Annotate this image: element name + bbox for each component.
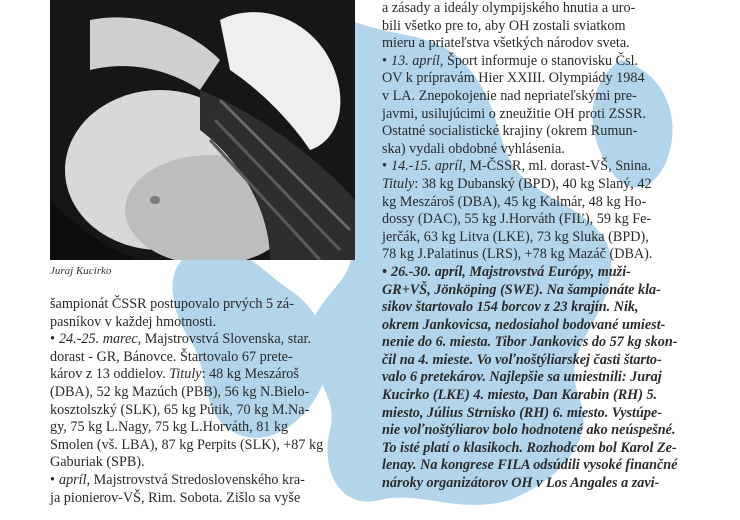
photo-illustration [50,0,355,260]
right-column [382,0,688,493]
entry-date: 13. apríl [390,52,440,69]
entry-text: , M-ČSSR, ml. dorast-VŠ, Snina. [462,158,652,175]
titles-label: Tituly [382,175,415,192]
bullet-icon: • [50,331,55,348]
photo-caption: Juraj Kucirko [50,265,112,277]
entry-14-15-april [382,158,688,264]
entry-text: , Šport informuje o stanovisku Čsl. OV k prípravám Hier XXIII. Olympiády 1984 v LA. Znepokojenie nad nepriateľskými pre- javmi, usilujúcimi o zneužitie OH proti ZSSR. Ostatné socialistické krajiny (okrem Rumun- ska) vydali obdobné vyhlásenia. [382,52,647,157]
left-column [50,296,360,507]
titles-label: Tituly [169,366,202,383]
bullet-icon: • [50,471,55,488]
entry-text: , Majstrovstvá Stredoslovenského kra- ja pionierov-VŠ, Rim. Sobota. Zišlo sa vyše [50,471,305,506]
entry-text: , Majstrovstvá Slovenska, star. dorast - GR, Bánovce. Štartovalo 67 prete- károv z 13 oddielov. [50,331,312,383]
entry-text: 26.-30. apríl, Majstrovstvá Európy, muži- GR+VŠ, Jönköping (SWE). Na šampionáte kla- sikov štartovalo 154 borcov z 23 krajín. Nik, okrem Jankovicsa, nedosiahol bodované umiest- nenie do 6. miesta. Tibor Jankovics do 57 kg skon- čil na 4. mieste. Vo voľnoštýliarskej časti štarto- valo 6 pretekárov. Najlepšie sa umiestnili: Juraj Kucirko (LKE) 4. miesto, Dan Karabin (RH) 5. miesto, Július Strnisko (RH) 6. miesto. Vystúpe- nie voľnoštýliarov bolo hodnotené ako neúspešné. To isté platí o klasikoch. Rozhodcom bol Karol Ze- lenay. Na kongrese FILA odsúdili vysoké finančné nároky organizátorov OH v Los Angales a zavi- [382,263,678,492]
entry-results: : 38 kg Dubanský (BPD), 40 kg Slaný, 42 kg Meszároš (DBA), 45 kg Kalmár, 48 kg Ho- dossy (DAC), 55 kg J.Horváth (FIĽ), 59 kg Fe- jerčák, 63 kg Litva (LKE), 73 kg Sluka (BPD), 78 kg J.Palatinus (LRS), +78 kg Mazáč (DBA). [382,175,653,263]
wrestler-photo [50,0,355,260]
entry-24-25-march [50,331,360,472]
entry-26-30-april [382,264,688,493]
top-continuation-text: a zásady a ideály olympijského hnutia a uro- bili všetko pre to, aby OH zostali sviatkom mieru a priateľstva všetkých národov sveta. [382,0,636,52]
entry-13-april [382,53,688,159]
entry-date: 14.-15. apríl [390,158,463,175]
entry-results: : 48 kg Meszároš (DBA), 52 kg Mazúch (PBB), 56 kg N.Bielo- kosztolszký (SLK), 65 kg Pútik, 70 kg M.Na- gy, 75 kg L.Nagy, 75 kg L.Horváth, 81 kg Smolen (vš. LBA), 87 kg Perpits (SLK), +87 kg Gaburiak (SPB). [50,366,324,471]
continuation-text: šampionát ČSSR postupovalo prvých 5 zá- pasníkov v každej hmotnosti. [50,296,294,330]
bullet-icon: • [382,52,387,69]
entry-date: apríl [58,471,87,488]
bullet-icon: • [382,158,387,175]
entry-date: 24.-25. marec [58,331,138,348]
entry-april-stredoslovensky [50,472,360,507]
bullet-icon: • [382,263,387,280]
